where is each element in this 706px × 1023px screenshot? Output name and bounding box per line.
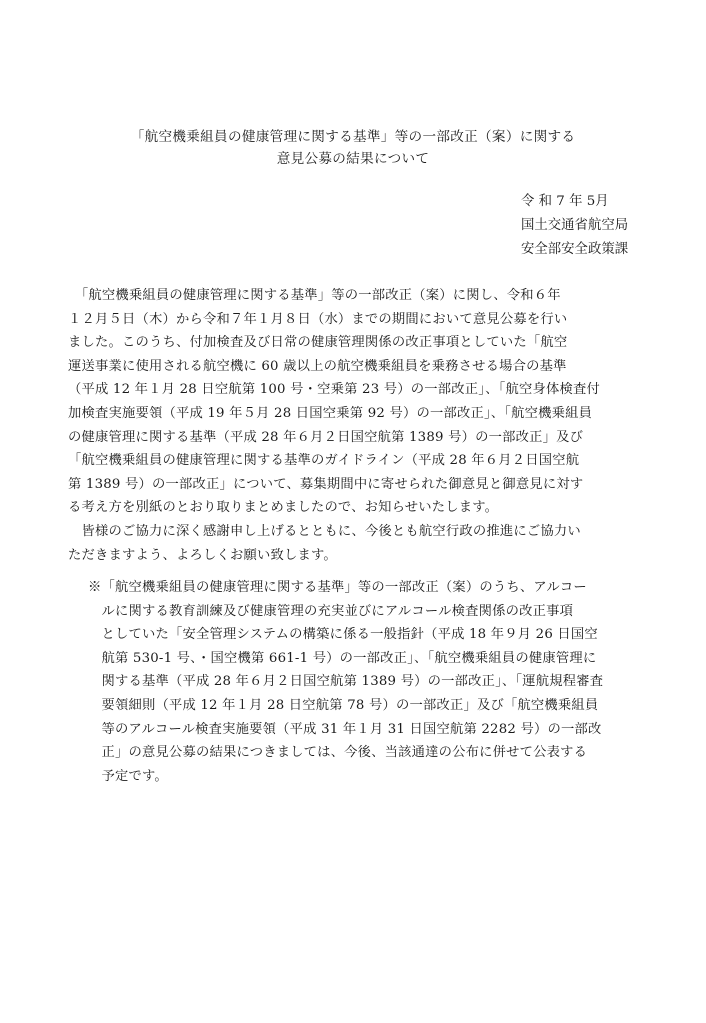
note-paragraph	[88, 576, 648, 788]
note-line: ルに関する教育訓練及び健康管理の充実並びにアルコール検査関係の改正事項	[88, 603, 574, 619]
note-line: 予定です。	[88, 768, 168, 784]
note-line: ※「航空機乗組員の健康管理に関する基準」等の一部改正（案）のうち、アルコー	[88, 580, 587, 595]
issuing-organization: 国土交通省航空局	[521, 218, 629, 233]
body-paragraph	[68, 284, 648, 567]
body-line: ました。このうち、付加検査及び日常の健康管理関係の改正事項としていた「航空	[68, 335, 568, 351]
body-line: １２月５日（木）から令和７年１月８日（水）までの期間において意見公募を行い	[68, 311, 568, 327]
body-line: 皆様のご協力に深く感謝申し上げるとともに、今後とも航空行政の推進にご協力い	[68, 523, 581, 539]
body-line: 「航空機乗組員の健康管理に関する基準のガイドライン（平成 28 年６月２日国空航	[68, 453, 580, 469]
document-title-line-2: 意見公募の結果について	[276, 151, 430, 167]
issuing-department: 安全部安全政策課	[521, 242, 629, 257]
note-line: 要領細則（平成 12 年１月 28 日空航第 78 号）の一部改正」及び「航空機乗組員	[88, 697, 599, 713]
body-line: （平成 12 年１月 28 日空航第 100 号・空乗第 23 号）の一部改正」、「航空身体検査付	[68, 382, 600, 398]
body-line: 運送事業に使用される航空機に 60 歳以上の航空機乗組員を乗務させる場合の基準	[68, 358, 567, 374]
body-line: 第 1389 号）の一部改正」について、募集期間中に寄せられた御意見と御意見に対す	[68, 476, 584, 492]
note-line: 等のアルコール検査実施要領（平成 31 年１月 31 日国空航第 2282 号）の一部改	[88, 721, 602, 737]
body-line: の健康管理に関する基準（平成 28 年６月２日国空航第 1389 号）の一部改正」及び	[68, 429, 584, 445]
body-line: 加検査実施要領（平成 19 年５月 28 日国空乗第 92 号）の一部改正」、「航空機乗組員	[68, 405, 593, 421]
note-line: としていた「安全管理システムの構築に係る一般指針（平成 18 年９月 26 日国空	[88, 627, 598, 643]
body-line: る考え方を別紙のとおり取りまとめましたので、お知らせいたします。	[68, 500, 499, 516]
body-line: 「航空機乗組員の健康管理に関する基準」等の一部改正（案）に関し、令和６年	[68, 288, 561, 303]
issue-date: 令 和 7 年 5月	[521, 194, 609, 209]
note-line: 航第 530-1 号、・国空機第 661-1 号）の一部改正」、「航空機乗組員の健康管理に	[88, 650, 597, 666]
note-line: 正」の意見公募の結果につきましては、今後、当該通達の公布に併せて公表する	[88, 745, 588, 761]
document-title-line-1: 「航空機乗組員の健康管理に関する基準」等の一部改正（案）に関する	[130, 129, 576, 145]
note-line: 関する基準（平成 28 年６月２日国空航第 1389 号）の一部改正」、「運航規程審査	[88, 674, 604, 690]
body-line: ただきますよう、よろしくお願い致します。	[68, 547, 337, 563]
